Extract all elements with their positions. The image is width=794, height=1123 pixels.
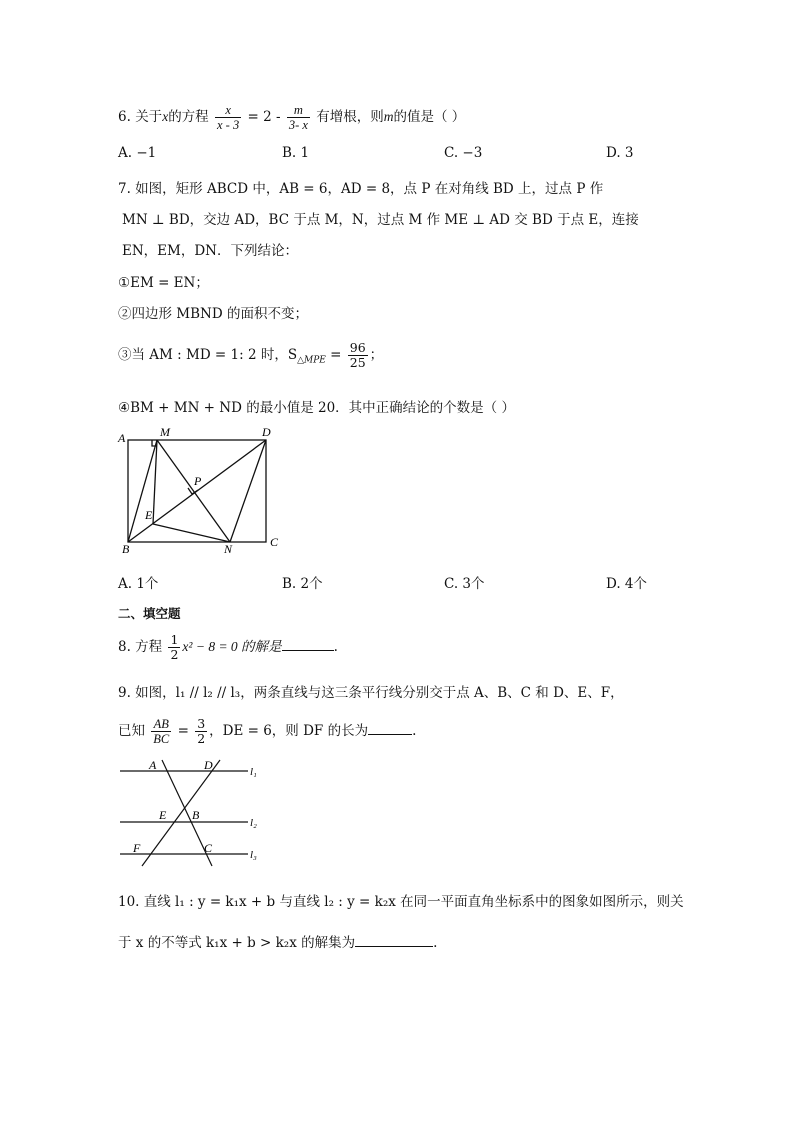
q6-fraction-2: $\frac{m}{3- x}$: [288, 102, 308, 132]
q7-option-a[interactable]: A. 1个: [118, 576, 159, 592]
q6-var-x: x: [162, 109, 169, 124]
label-l1: l₁: [250, 766, 257, 778]
label-d: D: [262, 425, 271, 439]
q9-value-fraction: $\frac{3}{2}$: [197, 715, 206, 746]
q7-conclusion-2: ②四边形 MBND 的面积不变；: [118, 306, 308, 322]
q10-line-2: 于 x 的不等式 k₁x + b > k₂x 的解集为 .: [118, 935, 438, 951]
q10-line-1: 10. 直线 l₁ : y = k₁x + b 与直线 l₂ : y = k₂x 在同一平面直角坐标系中的图象如图所示，则关: [118, 894, 684, 910]
label-l3: l₃: [250, 849, 257, 861]
segment-mn: [157, 440, 230, 542]
label-e: E: [145, 508, 153, 522]
q6-number: 6.: [118, 109, 131, 125]
q9-ratio-fraction: $\frac{AB}{BC}$: [153, 716, 170, 746]
q7-option-b[interactable]: B. 2个: [282, 576, 323, 592]
q9-line-1: 9. 如图，l₁ // l₂ // l₃，两条直线与这三条平行线分别交于点 A、B、C 和 D、E、F，: [118, 685, 624, 701]
label-d: D: [204, 758, 213, 772]
section-heading: 二、填空题: [118, 606, 181, 621]
label-f: F: [133, 841, 141, 855]
q7-option-d[interactable]: D. 4个: [606, 576, 648, 592]
q7-conclusion-1: ①EM = EN；: [118, 275, 209, 291]
q7-line-1: 7. 如图，矩形 ABCD 中，AB = 6，AD = 8，点 P 在对角线 BD 上，过点 P 作: [118, 181, 604, 197]
label-b: B: [192, 808, 200, 822]
q9-line-2: 已知 $\frac{AB}{BC}$ = $\frac{3}{2}$ ，DE = 6，则 DF 的长为 .: [118, 715, 417, 746]
q7-line-2: MN ⊥ BD，交边 AD，BC 于点 M，N，过点 M 作 ME ⊥ AD 交 BD 于点 E，连接: [122, 212, 639, 228]
label-c: C: [270, 535, 279, 549]
q6-option-b[interactable]: B. 1: [282, 145, 310, 161]
label-c: C: [204, 841, 213, 855]
q7-option-c[interactable]: C. 3个: [444, 576, 485, 592]
q6-option-c[interactable]: C. −3: [444, 145, 483, 161]
label-l2: l₂: [250, 817, 257, 829]
q6-text-3: = 2 -: [247, 109, 281, 125]
q7-rectangle-figure: [110, 424, 290, 556]
q6-var-m: m: [383, 109, 394, 124]
q10-answer-blank[interactable]: [355, 933, 433, 947]
q9-answer-blank[interactable]: [368, 721, 412, 735]
q8-stem: 8. 方程 $\frac{1}{2}$ x² − 8 = 0 的解是 .: [118, 631, 338, 662]
q6-stem: [118, 100, 465, 134]
q7-line-3: EN，EM，DN．下列结论：: [122, 243, 298, 259]
q6-text-5: 的值是（ ）: [393, 109, 466, 125]
segment-dn: [230, 440, 266, 542]
label-p: P: [194, 474, 202, 488]
segment-bm: [128, 440, 157, 542]
q6-text-4: 有增根，则: [316, 109, 384, 125]
q6-option-d[interactable]: D. 3: [606, 145, 634, 161]
q7-conclusion-3: ③当 AM : MD = 1: 2 时，$S_{\triangle MPE}$ = $\frac{96}{25}$ ；: [118, 339, 384, 370]
q8-fraction: $\frac{1}{2}$: [170, 631, 179, 662]
label-m: M: [160, 425, 170, 439]
q9-parallel-lines-figure: [112, 756, 272, 868]
label-e: E: [159, 808, 167, 822]
label-n: N: [224, 542, 233, 556]
q6-fraction-1: $\frac{x}{x - 3}$: [216, 102, 240, 132]
label-b: B: [122, 542, 130, 556]
q6-option-a[interactable]: A. −1: [118, 145, 157, 161]
q6-text-1: 关于: [135, 109, 163, 125]
label-a: A: [149, 758, 157, 772]
q7-conclusion-4: ④BM + MN + ND 的最小值是 20．其中正确结论的个数是（ ）: [118, 400, 515, 416]
label-a: A: [118, 431, 126, 445]
q6-text-2: 的方程: [168, 109, 209, 125]
q7-area-fraction: $\frac{96}{25}$: [349, 339, 366, 370]
q8-answer-blank[interactable]: [282, 637, 334, 651]
